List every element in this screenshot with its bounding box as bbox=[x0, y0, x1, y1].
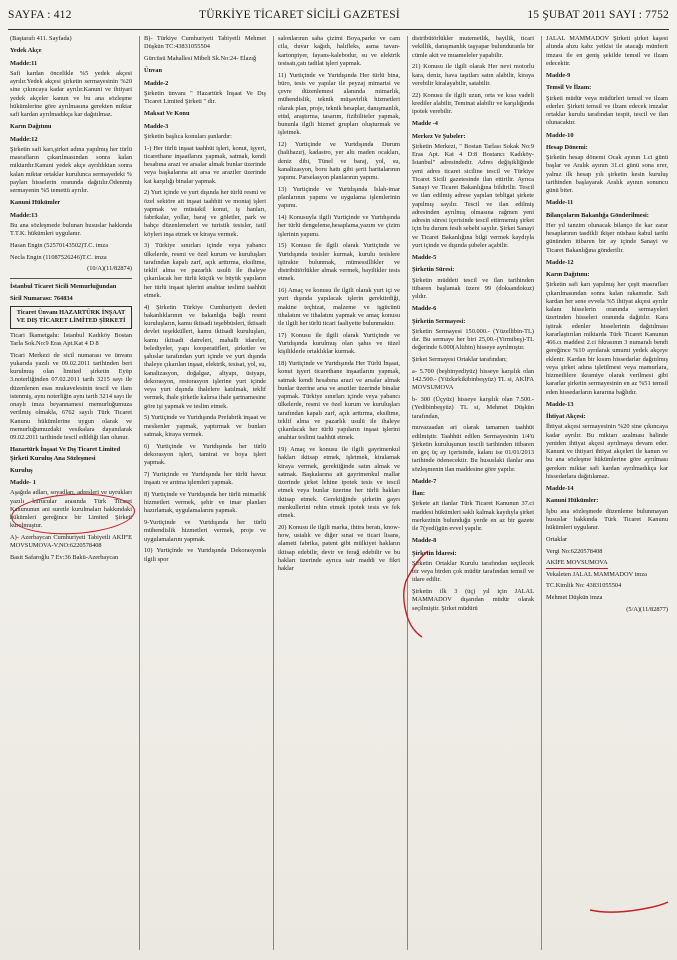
paragraph: a- 5.700 (beşbinyediyüz) hisseye karşılık olan 142.500.- (Yüzkırkikibinbeşyüz) TL si, AKİFA MOVSUMOVA bbox=[412, 367, 534, 392]
paragraph: JALAL MAMMADOV Şirketi şirket kaşesi altında ahzu kabz yetkisi ile atacağı münferit imzası ile en geniş şekilde temsil ve ilzam edecektir. bbox=[546, 35, 668, 67]
paragraph: 14) Konusuyla ilgili Yurtiçinde ve Yurtdışında her türlü dengeleme,hesaplama,yazım ve çizim işlerinin yapımı. bbox=[278, 214, 400, 238]
title-box: Ticaret Ünvanı HAZARTÜRK İNŞAAT VE DIŞ TİCARET LİMİTED ŞİRKETİ bbox=[10, 306, 132, 329]
section-heading: Kanuni Hükümler: bbox=[546, 497, 599, 505]
section-heading: Karın Dağıtımı bbox=[10, 123, 52, 131]
section-heading: Ünvan bbox=[144, 67, 162, 75]
registry-code: (5/A)(11/82877) bbox=[626, 605, 668, 613]
paragraph: Hasan Engin (52570143502)T.C. imza bbox=[10, 241, 109, 249]
paragraph: B)- Türkiye Cumhuriyeti Tabiyetli Mehmet Düşkün TC:43831055504 bbox=[144, 35, 266, 51]
section-heading: Madde-9 bbox=[546, 72, 571, 79]
text-column-1 bbox=[10, 35, 132, 954]
paragraph: Necla Engin (11087526246)T.C. imza bbox=[10, 253, 107, 261]
section-heading: Şirketin Süresi: bbox=[412, 266, 455, 274]
paragraph: 8) Yurtiçinde ve Yurtdışında her türlü mimarlık hizmetleri vermek, şehir ve imar planları hazırlamak, uygulamalarını yapmak. bbox=[144, 490, 266, 515]
red-pen-bracket bbox=[398, 549, 432, 639]
section-heading: Madde-2 bbox=[144, 79, 169, 87]
underlined-name: AKİFE MOVSUMOVA bbox=[546, 559, 608, 568]
paragraph: 13) Yurtiçinde ve Yurtdışında İslah-imar planlarının yapımı ve uygulama işlemlerinin yapımı. bbox=[278, 185, 400, 210]
masthead bbox=[8, 4, 669, 26]
paragraph: Aşağıda adları, soyadları, adresleri ve uyrukları yazılı kurucular arasında Türk Ticaret Kanununun ani suretle kurulmaları hakkındaki hükümleri gereğince bir Limited Şirketi kurulmuştur. bbox=[10, 489, 132, 530]
column-divider bbox=[407, 36, 408, 950]
section-heading: Madde-3 bbox=[144, 122, 169, 130]
paragraph: 12) Yurtiçinde ve Yurtdışında Durum (halihazır), kadastro, yer altı maden ocakları, deniz dibi, Tünel ve baraj, yol, su, kanalizasyon, boru hattı gibi şerit haritalarının yapımı. Parselasyon planlarının yapımı. bbox=[278, 141, 400, 181]
paragraph: TC.Kimlik No: 43831055504 bbox=[546, 582, 622, 590]
section-heading: Yedek Akçe bbox=[10, 47, 42, 55]
separator bbox=[10, 278, 132, 279]
section-heading: Kuruluş bbox=[10, 466, 33, 474]
text-column-4 bbox=[412, 35, 534, 954]
paragraph: Ticari Merkezi de sicil numarası ve ünvanı yukarıda yazılı ve 09.02.2011 tarihinden beri kurulmuş olan limited şirketin Eyüp 3.noterliğinden 07.02.2011 tarih 3215 sayı ile düzenlenen esas mukavelesinin tescil ve ilanı istenmiş, aynı noterliğin aynı tarih 3214 sayı ile onaylı imza beyannamesi memurluğumuza verilmiş olmakla, 6762 sayılı Türk Ticaret Kanunu hükümlerine uygun olarak ve memurluğumuzdaki vesikalara dayanılarak 09.02.2011 tarihinde tescil edildiği ilan olunur. bbox=[10, 351, 132, 441]
paragraph: 3) Türkiye sınırları içinde veya yabancı ülkelerde, resmi ve özel kurum ve kuruluşları tarafından kapalı zarf, açık arttırma, eksiltme, teklif alma ve pazarlık usulü ile ihaleye çıkarılacak her türlü küçük ve büyük yapıların her türlü inşaat işlerini anahtar teslimi taahhüt etmek. bbox=[144, 242, 266, 299]
section-heading: Madde -4 bbox=[412, 120, 438, 128]
paragraph: muvazaadan ari olarak tamamen taahhüt edilmiştir. Taahhüt edilen Sermayesinin 1/4'ü Şirketin kuruluşunun tescili tarihinden itibaren en geç üç ay içerisinde, kalanı ise 01/01/2013 tarihinde ödenecektir. Bu hususlaki ilanlar ana sözleşmenin ilan maddesine göre yapılır. bbox=[412, 424, 534, 473]
section-heading: Hesap Dönemi: bbox=[546, 143, 588, 151]
section-heading: Kanuni Hükümler bbox=[10, 199, 61, 207]
section-heading: Madde-10 bbox=[546, 131, 574, 139]
paragraph: 22) Konusu ile ilgili uzun, orta ve kısa vadeli krediler alabilir, Teminat alabilir ve karşılığında ipotek verebilir. bbox=[412, 91, 534, 115]
column-divider bbox=[273, 36, 274, 950]
section-heading: İstanbul Ticaret Sicili Memurluğundan bbox=[10, 282, 117, 290]
paragraph: 19) Amaç ve konusu ile ilgili gayrimenkul hakları iktisap etmek, işletmek, kiralamak kiraya vermek, gerektiğinde satın almak ve satmak. Başkalarına ait gayrimenkul mallar üzerinde şirket lehine ipotek tesis ve tescil etmek veya bunlar üzerine her türlü hakları iktisap etmek. Gerektiğinde şirketin gayrı menkullerini rehin etmek ipotek tesis ve fek etmek. bbox=[278, 446, 400, 519]
paragraph: Şirketin safi karı yapılmış her çeşit masrafları çıkarılmasından sonra kalan rakamıdır. Safi kardan her sene evvela %5 ihtiyat akçesi ayrılır kalanı hisselerin oranında sermayeleri üzerinden hisseleri oranında dağıtılır. Kara iştirak edenler hisselerinin dağıtılması kararlaştırılan miktarda Türk Ticaret Kanunun 466.cı maddesi 2.ci fıkrasının 3 numaralı bendi gereğince %10 ayrılarak umumi yedek akçeye eklenir. Kardan bir kısım hissedarlar dağıtılmış veya şirket adına işletilmesi veya mamurlara, hizmetlilere ikramiye olarak verilmesi gibi kararlar şirketin sermayesinin en az %51 temsil eden hissedarların kararına bağlıdır. bbox=[546, 281, 668, 396]
paragraph: Şirketin Sermayesi 150.000.- (Yüzellibin-TL) dır. Bu sermaye her biri 25,00.-(Yirmibeş)-TL değerinde 6.000(Altıbin) hisseye ayrılmıştır. bbox=[412, 327, 534, 352]
section-heading: Madde-13 bbox=[546, 400, 574, 408]
paragraph: Bu ana sözleşmede bulunan hususlar hakkında T.T.K. hükümleri uygulanır. bbox=[10, 221, 132, 237]
paragraph: 11) Yurtiçinde ve Yurtdışında Her türlü bina, büro, tesis ve yapılar ile peyzaj mimarisi ve çevre düzenlemesi alanında mimarlık, mühendislik, teknik müşavirlik hizmetleri olarak plan, proje, teknik hesaplar, danışmanlık, etüd, araştırma, tasarım, fizibiliteler yapmak, bununla ilgili hizmet grupları oluşturmak ve işletmek. bbox=[278, 71, 400, 137]
paragraph: Şirketin ünvanı " Hazartürk İnşaat Ve Dış Ticaret Limited Şirketi " dir. bbox=[144, 89, 266, 105]
masthead-rule bbox=[8, 29, 669, 30]
paragraph: Şirketin Merkezi, " Bostan Tarlası Sokak No:9 Eras Apt. Kat 4 D:8 Bostancı Kadıköy-İstanbul" adresindedir. Adres değişikliğinde yeni adres ticaret siciline tescil ve Türkiye Ticaret Sicili gazetesinde ilan ettirilir. Ayrıca Sanayi ve Ticaret Bakanlığına bildirilir. Tescil ve ilan edilmiş adrese yapılan tebligat şirkete yapılmış sayılır. Tescil ve ilan edilmiş adresinden ayrılmış olmasına rağmen yeni adresin süresi içerisinde tescil ettirmemiş şirket için bu durum fesih sebebi sayılır. Şirket Sanayi ve Ticaret Bakanlığına bilgi vermek kaydıyla yurt içinde ve dışında şubeler açabilir. bbox=[412, 142, 534, 249]
paragraph: 10) Yurtiçinde ve Yurtdışında Dekorasyonla ilgili spor bbox=[144, 547, 266, 563]
section-heading: Madde- 1 bbox=[10, 479, 36, 486]
section-heading: İhtiyat Akçesi: bbox=[546, 413, 586, 420]
section-heading: Madde-8 bbox=[412, 537, 437, 545]
column-divider bbox=[139, 36, 140, 950]
section-heading: İlan: bbox=[412, 490, 426, 497]
paragraph: Şirketin hesap dönemi Ocak ayının 1.ci günü başlar ve Aralık ayının 31.ci günü sona erer, yalnız ilk hesap yılı şirketin kesin kuruluş tarihinden başlayarak Aralık ayının sonuncu günü biter. bbox=[546, 154, 668, 194]
section-heading: Madde:13 bbox=[10, 211, 38, 219]
text-column-3 bbox=[278, 35, 400, 954]
paragraph: Şirketin başlıca konuları şunlardır: bbox=[144, 132, 232, 140]
paragraph: (Baştarafı 411. Sayfada) bbox=[10, 35, 72, 42]
paragraph: Her yıl tanzim olunacak bilanço ile kar zarar hesaplarının tasdikli ikişer nüshası kabul tarihi gününden itibaren bir ay içinde Sanayi ve Ticaret Bakanlığına gönderilir. bbox=[546, 221, 668, 254]
section-heading: Sicil Numarası: 764834 bbox=[10, 294, 73, 302]
page-number: SAYFA : 412 bbox=[8, 9, 72, 21]
paragraph: Şirketin ilk 3 (üç) yıl için JALAL MAMMADOV dışarıdan müdür olarak seçilmiştir. Şirket müdürü bbox=[412, 588, 534, 612]
paragraph: Gürcüsü Mahallesi Mibeli Sk.No:24- Elazığ bbox=[144, 55, 257, 62]
column-divider bbox=[541, 36, 542, 950]
section-heading: Maksat Ve Konu bbox=[144, 110, 190, 118]
paragraph: distribütörlükler mutemetlik, bayilik, ticari vekillik, danışmanlık taşyapar bulunduranla bir cümle akit ve muameleler yapabilir. bbox=[412, 35, 534, 59]
section-heading: Madde:12 bbox=[10, 135, 38, 143]
paragraph: 17) Konusu ile ilgili olarak Yurtiçinde ve Yurtdışında kurulmuş olan şahıs ve tüzel kişiliklerle ortaklıklar kurmak. bbox=[278, 331, 400, 356]
paragraph: A)- Azerbaycan Cumhuriyeti Tabiyetli AKİF'E MOVSUMOVA-V.NO:6220578408 bbox=[10, 534, 132, 550]
paragraph: 9-Yurtiçinde ve Yurtdışında her türlü mühendislik hizmetleri vermek, proje ve uygulamalarını yapmak. bbox=[144, 519, 266, 543]
gazette-title: TÜRKİYE TİCARET SİCİLİ GAZETESİ bbox=[198, 9, 400, 21]
section-heading: Madde-11 bbox=[546, 199, 574, 207]
paragraph: Mehmet Düşkün imza bbox=[546, 594, 603, 601]
paragraph: Şirketin safi karı,şirket adına yapılmış her türlü masrafların çıkarılmasından sonra kalan miktardır.Kanuni yedek akçe ayrıldıktan sonra kalan miktar ortaklar kurulunca sermayedeki % payları hisselerin oranında dağıtılır.Ödenmiş sermayenin %5 temettü ayrılır. bbox=[10, 145, 132, 194]
paragraph: Şirket Sermayesi Ortaklar tarafından; bbox=[412, 356, 507, 363]
section-heading: Madde:11 bbox=[10, 59, 38, 67]
paragraph: 21) Konusu ile ilgili olarak Her nevi motorlu kara, deniz, hava taşıtları satın alabilir, kiraya verebilir kiralayabilir, satabilir. bbox=[412, 63, 534, 87]
paragraph: 18) Yurtiçinde ve Yurtdışında Her Türlü İnşaat, konut işyeri ticarethane inşaatlarını yapmak, satmak kendi hesabına arazi ve arsalar almak bunlar üzerine arsa ve araziler üzerinde binalar yapmak. Türkiye sınırları içinde veya yabancı ülkelerde, resmi ve özel kurum ve kuruluşları tarafından kapalı zarf, açık arttırma, eksiltme, teklif alma ve pazarlık usulü ile ihaleye çıkardacak her türlü yapıların inşaat işlerini anahtar teslimi taahhüt etmek. bbox=[278, 360, 400, 442]
paragraph: Şirketin müddeti tescil ve ilan tarihinden itibaren başlamak üzere 99 (doksandokuz) yıldır. bbox=[412, 276, 534, 300]
registry-code: (10/A)(11/82874) bbox=[87, 265, 132, 273]
paragraph: 16) Amaç ve konusu ile ilgili olarak yurt içi ve yurt dışında yapılacak işlerin gerektirdiği, makine teçhizat, malzeme ve işgücünü ithalatını ve ithalatını yapmak ve amaç konusu ile ilgili her türlü ticari faaliyette bulunmaktır. bbox=[278, 287, 400, 327]
paragraph: salonlarının saha çizimi Boya,parke ve cam cila, duvar kağıdı, halıfleks, asma tavan-kartonpiyer, fayans-kalebodur, su ve elektrik tesisatı,çatı tadilat işleri yapmak. bbox=[278, 35, 400, 67]
section-heading: Bilançoların Bakanlığa Gönderilmesi: bbox=[546, 211, 649, 219]
section-heading: Temsil Ve İlzam: bbox=[546, 84, 592, 92]
section-heading: Karın Dağıtımı: bbox=[546, 271, 590, 278]
paragraph: Ortaklar bbox=[546, 535, 568, 543]
paragraph: 5) Yurtiçinde ve Yurtdışında Prefabrik inşaat ve meskenler yapmak, yaptırmak ve bunları satmak, kiraya vermek. bbox=[144, 414, 266, 438]
section-heading: Madde-12 bbox=[546, 258, 574, 266]
section-heading: Hazartürk İnşaat Ve Dış Ticaret Limited Şirketi Kuruluş Ana Sözleşmesi bbox=[10, 446, 121, 462]
paragraph: Ticari İkametgahı: İstanbul Kadıköy Bostan Tarla Sok.No:9 Eras Apt.Kat 4 D 8 bbox=[10, 331, 132, 347]
section-heading: Şirketin İdaresi: bbox=[412, 549, 457, 557]
paragraph: 2) Yurt içinde ve yurt dışında her türlü resmi ve özel sektöre ait inşaat taahhüt ve montaj işleri yapmak ve müstakil konut, iş hanları, fabrikalar, yollar, baraj ve göletler, park ve bahçe düzenlemeleri ve turistik tesisler, tatil köyleri inşa etmek ve kiraya vermek. bbox=[144, 189, 266, 238]
issue-date: 15 ŞUBAT 2011 SAYI : 7752 bbox=[527, 9, 669, 21]
paragraph: Vergi No:6220578408 bbox=[546, 547, 603, 555]
paragraph: Şirkete ait ilanlar Türk Ticaret Kanunun 37.ci maddesi hükümleri saklı kalmak kaydıyla şirket merkezinin bulunduğu yerde en az bir gazete ile 7(yedi)gün evvel yapılır. bbox=[412, 500, 534, 532]
paragraph: 7) Yurtiçinde ve Yurtdışında her türlü havuz inşaatı ve arıtma işlemleri yapmak. bbox=[144, 470, 266, 486]
paragraph: Safi kardan öncelikle %5 yedek akçesi ayrılır.Yedek akçesi şirketin sermayesinin %20 sine çıkıncaya kadar ayrılır.Kanuni ve ihtiyari yedek akçeler kanun ve bu ana sözleşme hükümlerine göre ayrılmasına gerekten miktar safi kardan ayrılmadıkça kar dağıtılmaz. bbox=[10, 69, 132, 118]
section-heading: Madde-14 bbox=[546, 485, 574, 492]
paragraph: Basit Safaroğlu 7 Ev:36 Bakü-Azerbaycan bbox=[10, 554, 119, 561]
section-heading: Madde-6 bbox=[412, 305, 437, 313]
paragraph: 6) Yurtiçinde ve Yurtdışında her türlü dekorasyon işleri, tamirat ve boya işleri yapmak. bbox=[144, 442, 266, 466]
paragraph: 20) Konusu ile ilgili marka, ihtira beratı, know-how, ustalık ve diğer sınai ve ticari lisans, alameti fabrika, patent gibi mülkiyet hakların iktisap edebilir, devir ve ferağ edebilir ve bu hakları üzerinde ayrıca sair maddi ve fikri haklar bbox=[278, 523, 400, 572]
text-column-5 bbox=[546, 35, 668, 954]
section-heading: Madde-5 bbox=[412, 254, 437, 261]
paragraph: İşbu ana sözleşmede düzenleme bulunmayan hususlar hakkında Türk Ticaret Kanunu hükümleri uygulanır. bbox=[546, 507, 668, 531]
red-pen-underline bbox=[588, 900, 670, 916]
paragraph: 1-) Her türlü inşaat taahhüt işleri, konut, işyeri, ticarethane inşaatlarını yapmak, satmak, kendi hesabına arazi ve arsalar almak bunlar üzerinde veya başkalarına ait arsa ve araziler üzerinde kat karşılığı binalar yapmak. bbox=[144, 144, 266, 185]
paragraph: 4) Şirketin Türkiye Cumhuriyeti devleti bakanlıklarının ve bakanlığa bağlı resmi kuruluşların, kamu iktisadi teşebbüsleri, iktisadi devlet teşekkülleri, kamu iktisadi kuruluşları, kamu iktisadi daireleri, mahalli idareler, belediyeler, yapı kooperatifleri, şirketler ve şahıslar tarafından yurt içinde ve yurt dışında ihaleye çıkarılan inşaat, elektrik, tesisat, yol, su, kanalizasyon, doğalgaz, altyapı, üstyapı, dekorasyon, restorasyon işlerine yurt içinde veya yurt dışında ihalelere katılmak, teklif vermek, ihale şirketle kalırsa ihale şartnamesine göre işi yapmak ve teslim etmek. bbox=[144, 303, 266, 410]
section-heading: Madde-7 bbox=[412, 477, 437, 485]
section-heading: Merkez Ve Şubeler: bbox=[412, 132, 466, 140]
paragraph: Vekaleten JALAL MAMMADOV imza bbox=[546, 570, 647, 578]
paragraph: b- 300 (Üçyüz) hisseye karşılık olan 7.500.-(Yedibinbeşyüz) TL si, Mehmet Düşkün tarafından, bbox=[412, 396, 534, 420]
paragraph: İhtiyat akçesi sermayesinin %20 sine çıkıncaya kadar ayrılır. Bu miktarı azalması halinde yeniden ihtiyat akçesi ayrılmaya devam eder. Kanuni ve ihtiyari ihtiyat akçeleri ile kanun ve bu ana sözleşme hükümlerine göre ayrılması gereken miktar safi kardan ayrılmadıkça kar hissedarlara dağıtılamaz. bbox=[546, 423, 668, 480]
text-column-2 bbox=[144, 35, 266, 954]
paragraph: Şirketi müdür veya müdürleri temsil ve ilzam ederler. Şirketi temsil ve ilzam edecek imzalar ortaklar kurulu tarafından tespit, tescil ve ilan olunacaktır. bbox=[546, 94, 668, 127]
paragraph: 15) Konusu ile ilgili olarak Yurtiçinde ve Yurtdışında tesisler kurmak, kurulu tesislere iştirakte bulunmak, mümessillikler ve distribütörlükler almak vermek, bayilikler tesis etmek. bbox=[278, 242, 400, 283]
section-heading: Şirketin Sermayesi: bbox=[412, 317, 466, 325]
paragraph: Şirketin Ortaklar Kurulu tarafından seçilecek bir veya birden çok müdür tarafından temsil ve idare edilir. bbox=[412, 559, 534, 584]
